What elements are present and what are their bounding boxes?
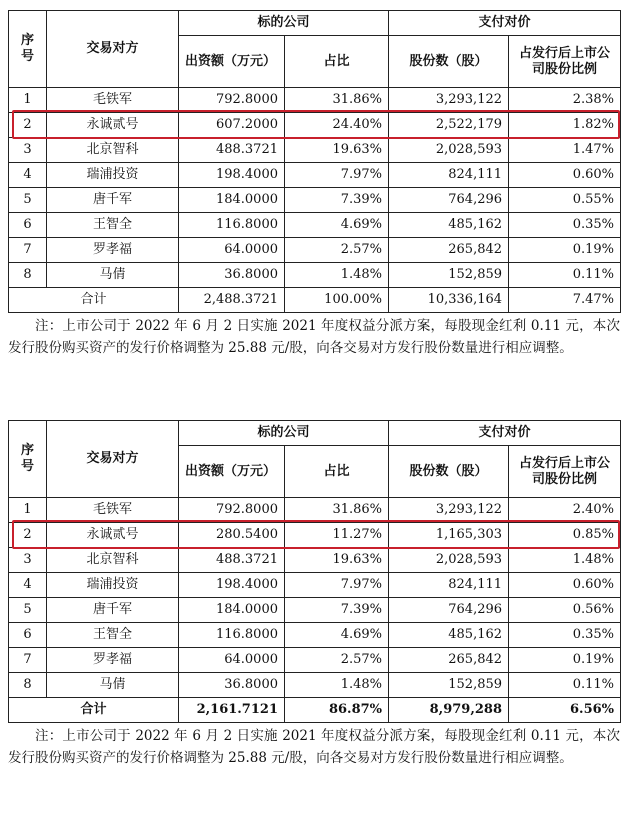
row-ratio: 4.69%	[285, 623, 389, 648]
row-pct: 0.11%	[509, 263, 621, 288]
row-ratio: 2.57%	[285, 648, 389, 673]
total-pct: 7.47%	[509, 288, 621, 313]
row-index: 5	[9, 188, 47, 213]
row-pct: 0.85%	[509, 523, 621, 548]
row-shares: 485,162	[389, 213, 509, 238]
total-shares: 10,336,164	[389, 288, 509, 313]
table-row	[9, 598, 621, 623]
header-target-company: 标的公司	[179, 11, 389, 36]
row-ratio: 19.63%	[285, 138, 389, 163]
row-counterparty: 罗孝福	[47, 238, 179, 263]
row-pct: 0.19%	[509, 648, 621, 673]
row-capital: 198.4000	[179, 163, 285, 188]
row-capital: 116.8000	[179, 623, 285, 648]
row-shares: 3,293,122	[389, 88, 509, 113]
row-index: 6	[9, 213, 47, 238]
table-row	[9, 113, 621, 138]
row-pct: 1.82%	[509, 113, 621, 138]
table-block-1	[8, 10, 620, 359]
row-shares: 2,522,179	[389, 113, 509, 138]
header-contribution: 出资额（万元）	[179, 446, 285, 498]
row-counterparty: 马倩	[47, 673, 179, 698]
row-capital: 36.8000	[179, 263, 285, 288]
table-row	[9, 188, 621, 213]
header-post-issue-ratio: 占发行后上市公司股份比例	[509, 36, 621, 88]
row-index: 4	[9, 573, 47, 598]
row-capital: 184.0000	[179, 188, 285, 213]
table-row	[9, 548, 621, 573]
row-capital: 116.8000	[179, 213, 285, 238]
table-row	[9, 163, 621, 188]
row-counterparty: 毛铁军	[47, 498, 179, 523]
note-text: 注：上市公司于 2022 年 6 月 2 日实施 2021 年度权益分派方案，每股现金红利 0.11 元，本次发行股份购买资产的发行价格调整为 25.88 元/股，向各交易对方发行股份数量进行相应调整。	[8, 728, 620, 766]
row-shares: 824,111	[389, 573, 509, 598]
row-counterparty: 王智全	[47, 623, 179, 648]
row-shares: 3,293,122	[389, 498, 509, 523]
row-counterparty: 罗孝福	[47, 648, 179, 673]
row-index: 4	[9, 163, 47, 188]
note-paragraph-2	[8, 725, 620, 769]
row-capital: 64.0000	[179, 648, 285, 673]
row-ratio: 1.48%	[285, 673, 389, 698]
row-shares: 152,859	[389, 673, 509, 698]
row-counterparty: 北京智科	[47, 138, 179, 163]
header-target-company: 标的公司	[179, 421, 389, 446]
table-row	[9, 213, 621, 238]
row-ratio: 31.86%	[285, 498, 389, 523]
row-shares: 152,859	[389, 263, 509, 288]
row-shares: 764,296	[389, 188, 509, 213]
row-index: 8	[9, 263, 47, 288]
row-capital: 488.3721	[179, 548, 285, 573]
row-pct: 1.47%	[509, 138, 621, 163]
row-counterparty: 瑞浦投资	[47, 573, 179, 598]
row-shares: 485,162	[389, 623, 509, 648]
row-counterparty: 瑞浦投资	[47, 163, 179, 188]
header-shares: 股份数（股）	[389, 36, 509, 88]
header-shares: 股份数（股）	[389, 446, 509, 498]
row-pct: 1.48%	[509, 548, 621, 573]
header-counterparty: 交易对方	[47, 421, 179, 498]
row-ratio: 2.57%	[285, 238, 389, 263]
row-counterparty: 毛铁军	[47, 88, 179, 113]
row-pct: 0.60%	[509, 573, 621, 598]
row-capital: 184.0000	[179, 598, 285, 623]
row-ratio: 19.63%	[285, 548, 389, 573]
row-index: 1	[9, 88, 47, 113]
row-index: 3	[9, 138, 47, 163]
total-label: 合计	[9, 698, 179, 723]
total-capital: 2,488.3721	[179, 288, 285, 313]
row-pct: 2.38%	[509, 88, 621, 113]
note-paragraph-1	[8, 315, 620, 359]
row-pct: 2.40%	[509, 498, 621, 523]
row-capital: 607.2000	[179, 113, 285, 138]
row-pct: 0.55%	[509, 188, 621, 213]
table-row	[9, 138, 621, 163]
row-index: 2	[9, 113, 47, 138]
row-pct: 0.35%	[509, 213, 621, 238]
header-ratio: 占比	[285, 446, 389, 498]
header-ratio: 占比	[285, 36, 389, 88]
row-counterparty: 北京智科	[47, 548, 179, 573]
row-counterparty: 永诚贰号	[47, 523, 179, 548]
note-text: 注：上市公司于 2022 年 6 月 2 日实施 2021 年度权益分派方案，每股现金红利 0.11 元，本次发行股份购买资产的发行价格调整为 25.88 元/股，向各交易对方发行股份数量进行相应调整。	[8, 318, 620, 356]
row-index: 2	[9, 523, 47, 548]
row-counterparty: 唐千军	[47, 598, 179, 623]
transaction-table-2	[8, 420, 621, 723]
row-pct: 0.19%	[509, 238, 621, 263]
row-capital: 792.8000	[179, 88, 285, 113]
row-index: 7	[9, 648, 47, 673]
row-ratio: 7.39%	[285, 188, 389, 213]
row-capital: 792.8000	[179, 498, 285, 523]
row-ratio: 11.27%	[285, 523, 389, 548]
row-ratio: 4.69%	[285, 213, 389, 238]
row-ratio: 7.39%	[285, 598, 389, 623]
row-counterparty: 王智全	[47, 213, 179, 238]
row-shares: 2,028,593	[389, 548, 509, 573]
row-counterparty: 唐千军	[47, 188, 179, 213]
total-ratio: 100.00%	[285, 288, 389, 313]
row-capital: 64.0000	[179, 238, 285, 263]
row-ratio: 1.48%	[285, 263, 389, 288]
row-capital: 488.3721	[179, 138, 285, 163]
row-shares: 2,028,593	[389, 138, 509, 163]
total-capital: 2,161.7121	[179, 698, 285, 723]
row-index: 7	[9, 238, 47, 263]
row-ratio: 31.86%	[285, 88, 389, 113]
total-row	[9, 288, 621, 313]
row-shares: 265,842	[389, 648, 509, 673]
row-index: 3	[9, 548, 47, 573]
header-index: 序号	[9, 421, 47, 498]
header-index: 序号	[9, 11, 47, 88]
table-row	[9, 623, 621, 648]
table-row	[9, 573, 621, 598]
total-pct: 6.56%	[509, 698, 621, 723]
row-ratio: 7.97%	[285, 163, 389, 188]
table-row	[9, 523, 621, 548]
header-contribution: 出资额（万元）	[179, 36, 285, 88]
row-index: 8	[9, 673, 47, 698]
row-capital: 36.8000	[179, 673, 285, 698]
transaction-table-1	[8, 10, 621, 313]
table-row	[9, 263, 621, 288]
header-payment: 支付对价	[389, 421, 621, 446]
row-shares: 764,296	[389, 598, 509, 623]
row-shares: 265,842	[389, 238, 509, 263]
table-row	[9, 498, 621, 523]
header-post-issue-ratio: 占发行后上市公司股份比例	[509, 446, 621, 498]
row-ratio: 7.97%	[285, 573, 389, 598]
header-counterparty: 交易对方	[47, 11, 179, 88]
row-index: 5	[9, 598, 47, 623]
row-index: 1	[9, 498, 47, 523]
row-pct: 0.35%	[509, 623, 621, 648]
row-counterparty: 马倩	[47, 263, 179, 288]
total-ratio: 86.87%	[285, 698, 389, 723]
row-ratio: 24.40%	[285, 113, 389, 138]
row-capital: 280.5400	[179, 523, 285, 548]
row-pct: 0.60%	[509, 163, 621, 188]
table-row	[9, 88, 621, 113]
table-row	[9, 238, 621, 263]
table-row	[9, 648, 621, 673]
total-shares: 8,979,288	[389, 698, 509, 723]
row-shares: 824,111	[389, 163, 509, 188]
total-label: 合计	[9, 288, 179, 313]
table-block-2	[8, 420, 620, 769]
row-index: 6	[9, 623, 47, 648]
row-pct: 0.56%	[509, 598, 621, 623]
table-row	[9, 673, 621, 698]
row-counterparty: 永诚贰号	[47, 113, 179, 138]
total-row	[9, 698, 621, 723]
row-capital: 198.4000	[179, 573, 285, 598]
row-shares: 1,165,303	[389, 523, 509, 548]
row-pct: 0.11%	[509, 673, 621, 698]
header-payment: 支付对价	[389, 11, 621, 36]
